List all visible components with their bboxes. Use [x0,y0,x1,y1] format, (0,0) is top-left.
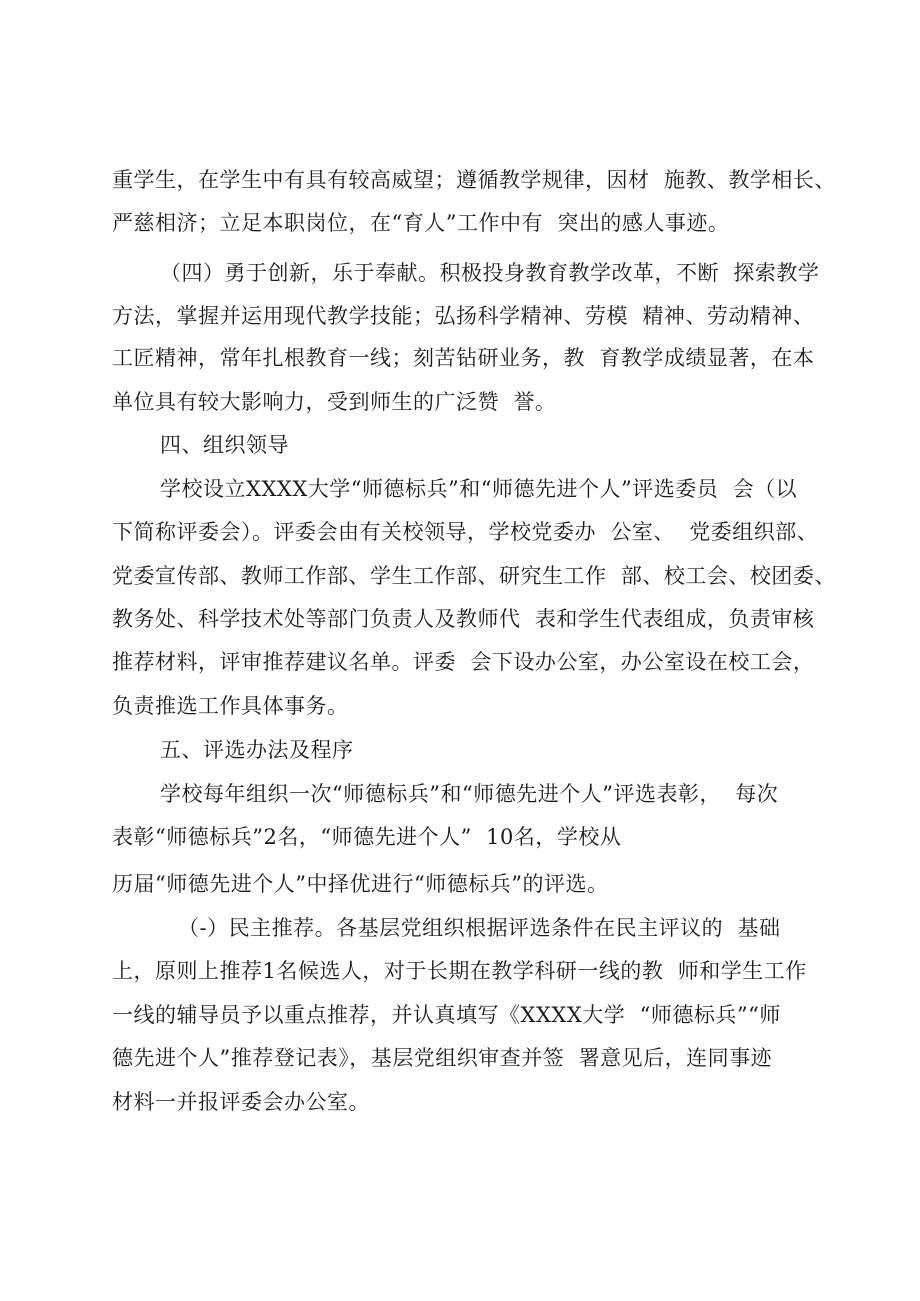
body-text-line: 一线的辅导员予以重点推荐，并认真填写《XXXX大学 “师德标兵”“师 [112,1003,781,1027]
body-text-line: 负责推选工作具体事务。 [112,694,349,718]
body-text-line: 表彰“师德标兵”2名，“师德先进个人” 10名，学校从 [112,825,622,849]
body-text-line: 方法，掌握并运用现代教学技能；弘扬科学精神、劳模 精神、劳动精神、 [112,304,815,328]
body-text-line: 材料一并报评委会办公室。 [112,1090,370,1114]
body-text-line: 党委宣传部、教师工作部、学生工作部、研究生工作 部、校工会、校团委、 [112,564,836,588]
body-text-line: 重学生，在学生中有具有较高威望；遵循教学规律，因材 施教、教学相长、 [112,168,836,192]
body-text-line: 工匠精神，常年扎根教育一线；刻苦钻研业务，教 育教学成绩显著，在本 [112,346,815,370]
body-text-line: 学校设立XXXX大学“师德标兵”和“师德先进个人”评选委员 会（以 [160,477,798,501]
section-heading-five: 五、评选办法及程序 [160,738,354,762]
body-text-line: 单位具有较大影响力，受到师生的广泛赞 誉。 [112,390,557,414]
body-text-line: 学校每年组织一次“师德标兵”和“师德先进个人”评选表彰， 每次 [160,782,779,806]
body-text-line: 教务处、科学技术处等部门负责人及教师代 表和学生代表组成，负责审核 [112,607,815,631]
body-text-line: 推荐材料，评审推荐建议名单。评委 会下设办公室，办公室设在校工会， [112,650,815,674]
section-item-four-line: （四）勇于创新，乐于奉献。积极投身教育教学改革，不断 探索教学 [160,261,820,285]
body-text-line: 下简称评委会）。评委会由有关校领导，学校党委办 公室、 党委组织部、 [112,520,819,544]
body-text-line: 德先进个人”推荐登记表》，基层党组织审查并签 署意见后，连同事迹 [112,1046,773,1070]
body-text-line: 历届“师德先进个人”中择优进行“师德标兵”的评选。 [112,872,609,896]
body-text-line: 上，原则上推荐1名候选人，对于长期在教学科研一线的教 师和学生工作 [112,959,807,983]
body-text-line: 严慈相济；立足本职岗位，在“育人”工作中有 突出的感人事迹。 [112,211,730,235]
section-heading-four: 四、组织领导 [160,433,289,457]
section-item-one-line: （-）民主推荐。各基层党组织根据评选条件在民主评议的 基础 [178,916,781,940]
